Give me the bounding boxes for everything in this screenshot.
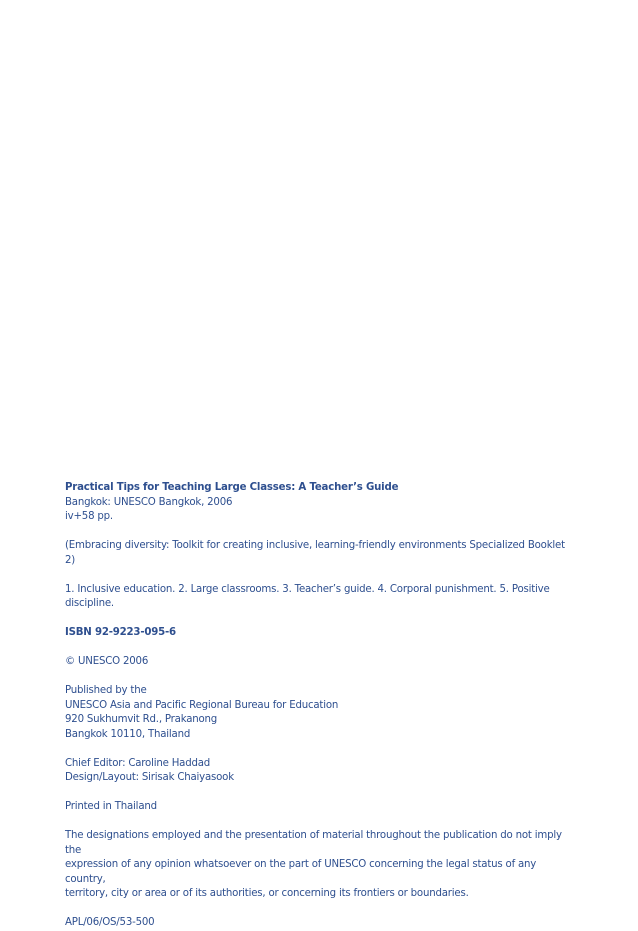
book-title: Practical Tips for Teaching Large Classes: A Teacher’s Guide	[65, 482, 399, 493]
series-note: (Embracing diversity: Toolkit for creating inclusive, learning-friendly environments Specialized Booklet 2)	[65, 540, 565, 566]
publisher-street: 920 Sukhumvit Rd., Prakanong	[65, 714, 218, 725]
spacer	[65, 815, 565, 830]
document-code: APL/06/OS/53-500	[65, 917, 155, 928]
publisher-city: Bangkok 10110, Thailand	[65, 728, 191, 740]
spacer	[65, 568, 565, 583]
page-count: iv+58 pp.	[65, 511, 113, 522]
printed-in: Printed in Thailand	[65, 801, 157, 812]
spacer	[65, 786, 565, 801]
chief-editor: Chief Editor: Caroline Haddad	[65, 757, 211, 769]
publisher-intro: Published by the	[65, 685, 147, 696]
disclaimer-line-3: territory, city or area or of its authorities, or concerning its frontiers or boundaries.	[65, 888, 469, 899]
isbn: ISBN 92-9223-095-6	[65, 627, 176, 638]
disclaimer-line-1: The designations employed and the presentation of material throughout the publication do not imply the	[65, 830, 562, 856]
spacer	[65, 641, 565, 656]
subject-headings: 1. Inclusive education. 2. Large classrooms. 3. Teacher’s guide. 4. Corporal punishment. 5. Positive discipline.	[65, 583, 550, 609]
imprint-page	[65, 481, 565, 931]
spacer	[65, 742, 565, 757]
publisher-name: UNESCO Asia and Pacific Regional Bureau for Education	[65, 699, 339, 711]
publication-info: Bangkok: UNESCO Bangkok, 2006	[65, 496, 233, 508]
copyright-notice: © UNESCO 2006	[65, 656, 149, 667]
design-layout-credit: Design/Layout: Sirisak Chaiyasook	[65, 772, 234, 783]
spacer	[65, 612, 565, 627]
spacer	[65, 525, 565, 540]
spacer	[65, 670, 565, 685]
disclaimer-line-2: expression of any opinion whatsoever on the part of UNESCO concerning the legal status of any country,	[65, 859, 537, 885]
spacer	[65, 902, 565, 917]
